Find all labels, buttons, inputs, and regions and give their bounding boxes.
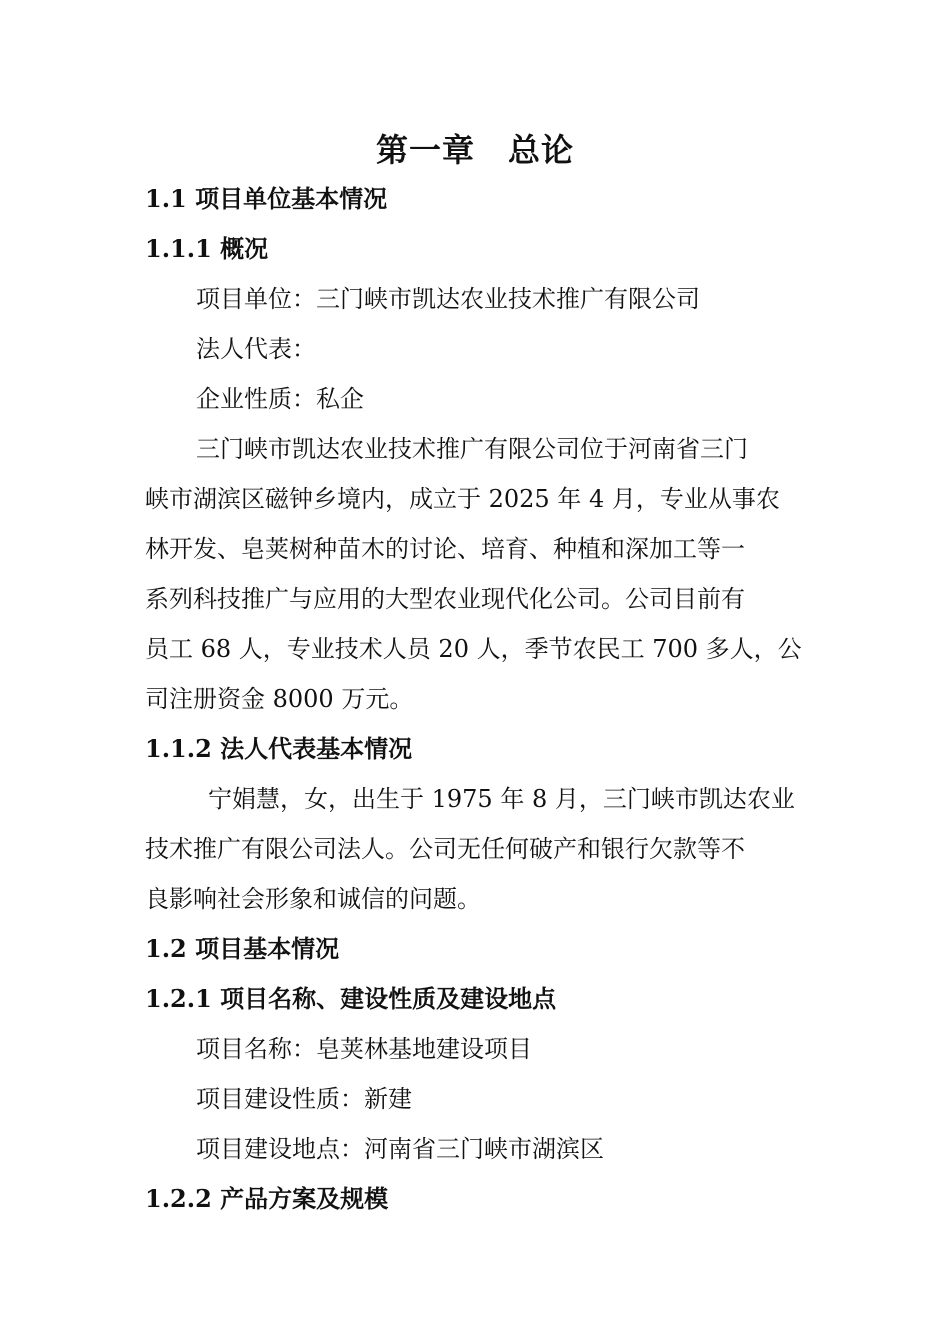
section-heading-1-1-2: 1.1.2 法人代表基本情况	[145, 734, 413, 763]
company-overview-line-3: 林开发、皂荚树种苗木的讨论、培育、种植和深加工等一	[145, 535, 745, 563]
company-overview-line-1: 三门峡市凯达农业技术推广有限公司位于河南省三门	[196, 435, 748, 463]
project-location-line: 项目建设地点：河南省三门峡市湖滨区	[196, 1135, 604, 1163]
project-nature-line: 项目建设性质：新建	[196, 1085, 412, 1113]
section-heading-1-2: 1.2 项目基本情况	[145, 934, 340, 963]
representative-profile-line-3: 良影响社会形象和诚信的问题。	[145, 885, 481, 913]
section-heading-1-2-2: 1.2.2 产品方案及规模	[145, 1184, 389, 1213]
company-overview-line-5: 员工 68 人，专业技术人员 20 人，季节农民工 700 多人，公	[145, 635, 802, 663]
chapter-title: 第一章 总论	[375, 131, 574, 169]
company-overview-line-4: 系列科技推广与应用的大型农业现代化公司。公司目前有	[145, 585, 745, 613]
project-unit-line: 项目单位：三门峡市凯达农业技术推广有限公司	[196, 285, 700, 313]
section-heading-1-1-1: 1.1.1 概况	[145, 234, 269, 263]
section-heading-1-1: 1.1 项目单位基本情况	[145, 184, 388, 213]
representative-profile-line-2: 技术推广有限公司法人。公司无任何破产和银行欠款等不	[145, 835, 745, 863]
representative-profile-line-1: 宁娟慧，女，出生于 1975 年 8 月，三门峡市凯达农业	[208, 785, 795, 813]
enterprise-nature-line: 企业性质：私企	[196, 385, 364, 413]
legal-representative-line: 法人代表：	[196, 335, 316, 363]
section-heading-1-2-1: 1.2.1 项目名称、建设性质及建设地点	[145, 984, 557, 1013]
project-name-line: 项目名称：皂荚林基地建设项目	[196, 1035, 532, 1063]
company-overview-line-6: 司注册资金 8000 万元。	[145, 685, 414, 713]
company-overview-line-2: 峡市湖滨区磁钟乡境内，成立于 2025 年 4 月，专业从事农	[145, 485, 780, 513]
